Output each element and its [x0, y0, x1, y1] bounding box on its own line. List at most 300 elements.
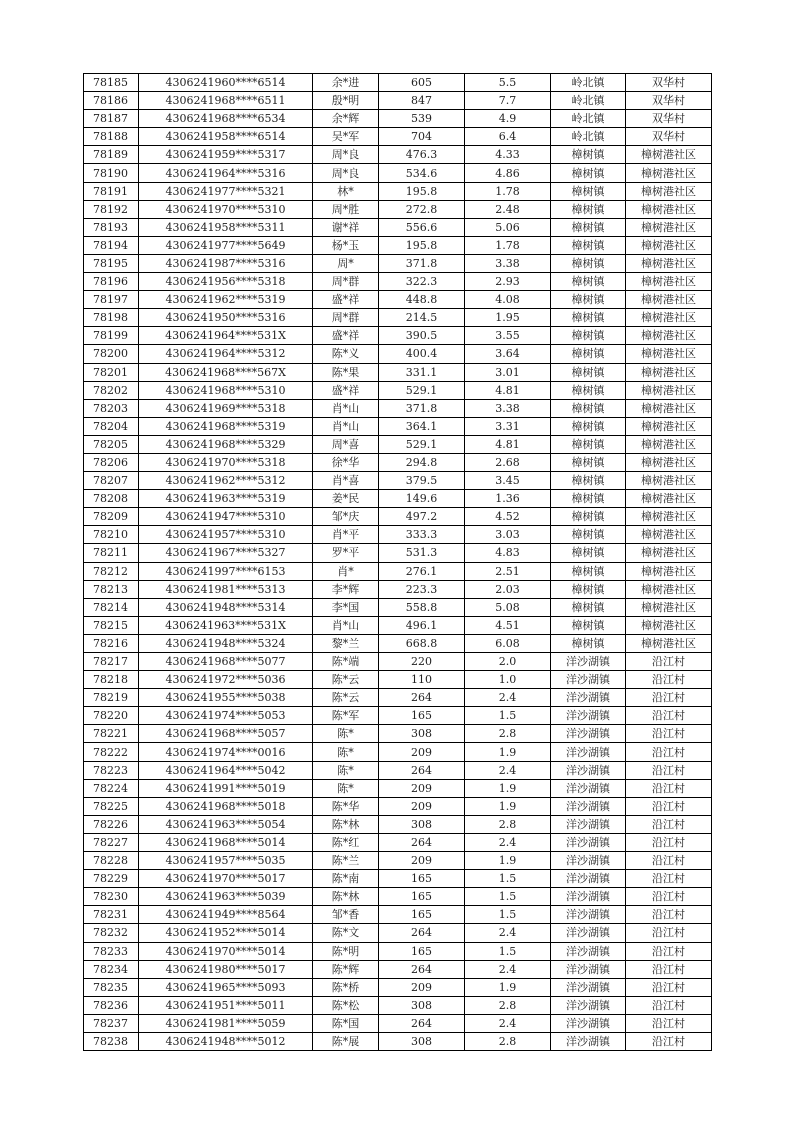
village-cell: 樟树港社区 — [626, 580, 712, 598]
table-row — [84, 526, 712, 544]
village-cell: 樟树港社区 — [626, 164, 712, 182]
amount-cell: 529.1 — [379, 381, 465, 399]
village-cell: 樟树港社区 — [626, 634, 712, 652]
town-cell: 樟树镇 — [551, 182, 626, 200]
quantity-cell: 2.03 — [465, 580, 551, 598]
town-cell: 樟树镇 — [551, 291, 626, 309]
id-number-cell: 4306241970****5014 — [139, 942, 313, 960]
amount-cell: 223.3 — [379, 580, 465, 598]
quantity-cell: 4.81 — [465, 435, 551, 453]
row-number-cell: 78237 — [84, 1014, 139, 1032]
id-number-cell: 4306241981****5059 — [139, 1014, 313, 1032]
table-row — [84, 146, 712, 164]
village-cell: 樟树港社区 — [626, 309, 712, 327]
village-cell: 沿江村 — [626, 996, 712, 1014]
amount-cell: 322.3 — [379, 273, 465, 291]
quantity-cell: 3.31 — [465, 417, 551, 435]
id-number-cell: 4306241967****5327 — [139, 544, 313, 562]
table-row — [84, 236, 712, 254]
table-row — [84, 725, 712, 743]
table-row — [84, 345, 712, 363]
village-cell: 沿江村 — [626, 870, 712, 888]
row-number-cell: 78204 — [84, 417, 139, 435]
table-row — [84, 164, 712, 182]
row-number-cell: 78223 — [84, 761, 139, 779]
row-number-cell: 78214 — [84, 598, 139, 616]
town-cell: 樟树镇 — [551, 616, 626, 634]
row-number-cell: 78188 — [84, 128, 139, 146]
id-number-cell: 4306241969****5318 — [139, 399, 313, 417]
person-name-cell: 陈*华 — [313, 797, 379, 815]
id-number-cell: 4306241968****6534 — [139, 110, 313, 128]
id-number-cell: 4306241958****6514 — [139, 128, 313, 146]
person-name-cell: 陈*义 — [313, 345, 379, 363]
amount-cell: 534.6 — [379, 164, 465, 182]
village-cell: 樟树港社区 — [626, 490, 712, 508]
person-name-cell: 陈* — [313, 779, 379, 797]
person-name-cell: 肖*山 — [313, 417, 379, 435]
row-number-cell: 78224 — [84, 779, 139, 797]
town-cell: 樟树镇 — [551, 254, 626, 272]
id-number-cell: 4306241948****5012 — [139, 1032, 313, 1050]
person-name-cell: 盛*祥 — [313, 381, 379, 399]
table-row — [84, 761, 712, 779]
village-cell: 双华村 — [626, 74, 712, 92]
town-cell: 樟树镇 — [551, 236, 626, 254]
id-number-cell: 4306241968****6511 — [139, 92, 313, 110]
quantity-cell: 1.9 — [465, 978, 551, 996]
id-number-cell: 4306241977****5321 — [139, 182, 313, 200]
amount-cell: 364.1 — [379, 417, 465, 435]
id-number-cell: 4306241964****5042 — [139, 761, 313, 779]
id-number-cell: 4306241974****0016 — [139, 743, 313, 761]
table-row — [84, 363, 712, 381]
town-cell: 樟树镇 — [551, 363, 626, 381]
table-row — [84, 562, 712, 580]
amount-cell: 556.6 — [379, 218, 465, 236]
quantity-cell: 2.8 — [465, 725, 551, 743]
village-cell: 沿江村 — [626, 797, 712, 815]
town-cell: 樟树镇 — [551, 399, 626, 417]
row-number-cell: 78194 — [84, 236, 139, 254]
person-name-cell: 陈*军 — [313, 707, 379, 725]
town-cell: 樟树镇 — [551, 146, 626, 164]
town-cell: 岭北镇 — [551, 128, 626, 146]
id-number-cell: 4306241950****5316 — [139, 309, 313, 327]
row-number-cell: 78195 — [84, 254, 139, 272]
village-cell: 樟树港社区 — [626, 472, 712, 490]
village-cell: 沿江村 — [626, 942, 712, 960]
table-row — [84, 689, 712, 707]
person-name-cell: 肖*山 — [313, 616, 379, 634]
person-name-cell: 陈*云 — [313, 689, 379, 707]
amount-cell: 209 — [379, 852, 465, 870]
amount-cell: 331.1 — [379, 363, 465, 381]
table-row — [84, 273, 712, 291]
quantity-cell: 1.5 — [465, 870, 551, 888]
village-cell: 樟树港社区 — [626, 508, 712, 526]
row-number-cell: 78208 — [84, 490, 139, 508]
row-number-cell: 78212 — [84, 562, 139, 580]
table-row — [84, 634, 712, 652]
id-number-cell: 4306241955****5038 — [139, 689, 313, 707]
person-name-cell: 陈*松 — [313, 996, 379, 1014]
town-cell: 樟树镇 — [551, 526, 626, 544]
town-cell: 樟树镇 — [551, 508, 626, 526]
table-row — [84, 616, 712, 634]
amount-cell: 165 — [379, 942, 465, 960]
row-number-cell: 78200 — [84, 345, 139, 363]
quantity-cell: 3.03 — [465, 526, 551, 544]
table-row — [84, 92, 712, 110]
row-number-cell: 78192 — [84, 200, 139, 218]
person-name-cell: 周*良 — [313, 164, 379, 182]
person-name-cell: 陈* — [313, 761, 379, 779]
row-number-cell: 78189 — [84, 146, 139, 164]
id-number-cell: 4306241997****6153 — [139, 562, 313, 580]
row-number-cell: 78221 — [84, 725, 139, 743]
row-number-cell: 78220 — [84, 707, 139, 725]
id-number-cell: 4306241960****6514 — [139, 74, 313, 92]
table-row — [84, 435, 712, 453]
table-row — [84, 399, 712, 417]
village-cell: 沿江村 — [626, 653, 712, 671]
quantity-cell: 1.78 — [465, 236, 551, 254]
quantity-cell: 1.5 — [465, 942, 551, 960]
row-number-cell: 78228 — [84, 852, 139, 870]
amount-cell: 195.8 — [379, 182, 465, 200]
id-number-cell: 4306241958****5311 — [139, 218, 313, 236]
amount-cell: 539 — [379, 110, 465, 128]
id-number-cell: 4306241962****5312 — [139, 472, 313, 490]
town-cell: 樟树镇 — [551, 327, 626, 345]
id-number-cell: 4306241980****5017 — [139, 960, 313, 978]
person-name-cell: 陈*林 — [313, 815, 379, 833]
amount-cell: 264 — [379, 833, 465, 851]
row-number-cell: 78234 — [84, 960, 139, 978]
table-row — [84, 978, 712, 996]
amount-cell: 264 — [379, 761, 465, 779]
row-number-cell: 78201 — [84, 363, 139, 381]
person-name-cell: 盛*祥 — [313, 291, 379, 309]
person-name-cell: 周*群 — [313, 273, 379, 291]
row-number-cell: 78193 — [84, 218, 139, 236]
quantity-cell: 1.78 — [465, 182, 551, 200]
village-cell: 樟树港社区 — [626, 417, 712, 435]
village-cell: 樟树港社区 — [626, 327, 712, 345]
quantity-cell: 4.08 — [465, 291, 551, 309]
quantity-cell: 4.83 — [465, 544, 551, 562]
quantity-cell: 4.9 — [465, 110, 551, 128]
row-number-cell: 78196 — [84, 273, 139, 291]
quantity-cell: 1.5 — [465, 707, 551, 725]
village-cell: 沿江村 — [626, 815, 712, 833]
village-cell: 双华村 — [626, 110, 712, 128]
table-row — [84, 74, 712, 92]
amount-cell: 209 — [379, 779, 465, 797]
person-name-cell: 黎*兰 — [313, 634, 379, 652]
id-number-cell: 4306241952****5014 — [139, 924, 313, 942]
quantity-cell: 1.9 — [465, 779, 551, 797]
id-number-cell: 4306241963****5039 — [139, 888, 313, 906]
amount-cell: 448.8 — [379, 291, 465, 309]
village-cell: 沿江村 — [626, 1032, 712, 1050]
table-row — [84, 544, 712, 562]
amount-cell: 390.5 — [379, 327, 465, 345]
village-cell: 沿江村 — [626, 761, 712, 779]
quantity-cell: 4.52 — [465, 508, 551, 526]
village-cell: 沿江村 — [626, 833, 712, 851]
table-row — [84, 870, 712, 888]
village-cell: 沿江村 — [626, 906, 712, 924]
quantity-cell: 1.0 — [465, 671, 551, 689]
town-cell: 洋沙湖镇 — [551, 779, 626, 797]
table-row — [84, 453, 712, 471]
town-cell: 洋沙湖镇 — [551, 815, 626, 833]
table-row — [84, 218, 712, 236]
person-name-cell: 陈*南 — [313, 870, 379, 888]
village-cell: 樟树港社区 — [626, 562, 712, 580]
row-number-cell: 78209 — [84, 508, 139, 526]
person-name-cell: 徐*华 — [313, 453, 379, 471]
person-name-cell: 陈*国 — [313, 1014, 379, 1032]
amount-cell: 165 — [379, 870, 465, 888]
village-cell: 沿江村 — [626, 689, 712, 707]
town-cell: 洋沙湖镇 — [551, 743, 626, 761]
person-name-cell: 陈*红 — [313, 833, 379, 851]
village-cell: 樟树港社区 — [626, 616, 712, 634]
quantity-cell: 2.48 — [465, 200, 551, 218]
id-number-cell: 4306241951****5011 — [139, 996, 313, 1014]
quantity-cell: 2.4 — [465, 689, 551, 707]
quantity-cell: 6.4 — [465, 128, 551, 146]
row-number-cell: 78205 — [84, 435, 139, 453]
amount-cell: 264 — [379, 960, 465, 978]
quantity-cell: 4.81 — [465, 381, 551, 399]
table-row — [84, 327, 712, 345]
quantity-cell: 2.0 — [465, 653, 551, 671]
table-row — [84, 906, 712, 924]
row-number-cell: 78185 — [84, 74, 139, 92]
quantity-cell: 4.86 — [465, 164, 551, 182]
amount-cell: 214.5 — [379, 309, 465, 327]
table-row — [84, 833, 712, 851]
person-name-cell: 周* — [313, 254, 379, 272]
table-row — [84, 852, 712, 870]
town-cell: 洋沙湖镇 — [551, 1032, 626, 1050]
village-cell: 沿江村 — [626, 924, 712, 942]
row-number-cell: 78215 — [84, 616, 139, 634]
id-number-cell: 4306241962****5319 — [139, 291, 313, 309]
person-name-cell: 林* — [313, 182, 379, 200]
amount-cell: 276.1 — [379, 562, 465, 580]
id-number-cell: 4306241965****5093 — [139, 978, 313, 996]
amount-cell: 264 — [379, 1014, 465, 1032]
town-cell: 洋沙湖镇 — [551, 942, 626, 960]
id-number-cell: 4306241970****5318 — [139, 453, 313, 471]
row-number-cell: 78231 — [84, 906, 139, 924]
amount-cell: 531.3 — [379, 544, 465, 562]
row-number-cell: 78217 — [84, 653, 139, 671]
row-number-cell: 78197 — [84, 291, 139, 309]
id-number-cell: 4306241968****5018 — [139, 797, 313, 815]
quantity-cell: 5.08 — [465, 598, 551, 616]
row-number-cell: 78218 — [84, 671, 139, 689]
table-row — [84, 743, 712, 761]
village-cell: 樟树港社区 — [626, 544, 712, 562]
town-cell: 洋沙湖镇 — [551, 1014, 626, 1032]
town-cell: 洋沙湖镇 — [551, 996, 626, 1014]
quantity-cell: 1.9 — [465, 743, 551, 761]
village-cell: 沿江村 — [626, 725, 712, 743]
quantity-cell: 6.08 — [465, 634, 551, 652]
town-cell: 岭北镇 — [551, 110, 626, 128]
person-name-cell: 肖* — [313, 562, 379, 580]
amount-cell: 558.8 — [379, 598, 465, 616]
row-number-cell: 78198 — [84, 309, 139, 327]
quantity-cell: 5.5 — [465, 74, 551, 92]
table-row — [84, 797, 712, 815]
id-number-cell: 4306241987****5316 — [139, 254, 313, 272]
village-cell: 樟树港社区 — [626, 526, 712, 544]
town-cell: 樟树镇 — [551, 218, 626, 236]
table-row — [84, 417, 712, 435]
table-row — [84, 888, 712, 906]
quantity-cell: 1.9 — [465, 852, 551, 870]
id-number-cell: 4306241957****5035 — [139, 852, 313, 870]
row-number-cell: 78190 — [84, 164, 139, 182]
amount-cell: 308 — [379, 725, 465, 743]
id-number-cell: 4306241964****531X — [139, 327, 313, 345]
person-name-cell: 周*胜 — [313, 200, 379, 218]
amount-cell: 371.8 — [379, 399, 465, 417]
amount-cell: 704 — [379, 128, 465, 146]
table-row — [84, 472, 712, 490]
person-name-cell: 陈*兰 — [313, 852, 379, 870]
quantity-cell: 2.4 — [465, 924, 551, 942]
town-cell: 樟树镇 — [551, 345, 626, 363]
records-table-body — [84, 74, 712, 1051]
village-cell: 樟树港社区 — [626, 435, 712, 453]
row-number-cell: 78211 — [84, 544, 139, 562]
id-number-cell: 4306241968****5014 — [139, 833, 313, 851]
row-number-cell: 78206 — [84, 453, 139, 471]
quantity-cell: 7.7 — [465, 92, 551, 110]
id-number-cell: 4306241972****5036 — [139, 671, 313, 689]
table-row — [84, 598, 712, 616]
quantity-cell: 3.45 — [465, 472, 551, 490]
table-row — [84, 924, 712, 942]
id-number-cell: 4306241970****5017 — [139, 870, 313, 888]
person-name-cell: 吴*军 — [313, 128, 379, 146]
table-row — [84, 381, 712, 399]
person-name-cell: 陈*展 — [313, 1032, 379, 1050]
quantity-cell: 3.38 — [465, 399, 551, 417]
table-row — [84, 291, 712, 309]
person-name-cell: 陈*端 — [313, 653, 379, 671]
id-number-cell: 4306241947****5310 — [139, 508, 313, 526]
village-cell: 沿江村 — [626, 1014, 712, 1032]
person-name-cell: 李*国 — [313, 598, 379, 616]
id-number-cell: 4306241968****5319 — [139, 417, 313, 435]
person-name-cell: 陈* — [313, 743, 379, 761]
id-number-cell: 4306241977****5649 — [139, 236, 313, 254]
row-number-cell: 78230 — [84, 888, 139, 906]
person-name-cell: 肖*山 — [313, 399, 379, 417]
village-cell: 沿江村 — [626, 978, 712, 996]
amount-cell: 209 — [379, 978, 465, 996]
town-cell: 岭北镇 — [551, 74, 626, 92]
id-number-cell: 4306241970****5310 — [139, 200, 313, 218]
town-cell: 樟树镇 — [551, 200, 626, 218]
row-number-cell: 78186 — [84, 92, 139, 110]
row-number-cell: 78191 — [84, 182, 139, 200]
row-number-cell: 78232 — [84, 924, 139, 942]
quantity-cell: 1.36 — [465, 490, 551, 508]
amount-cell: 264 — [379, 689, 465, 707]
id-number-cell: 4306241968****5057 — [139, 725, 313, 743]
town-cell: 樟树镇 — [551, 598, 626, 616]
amount-cell: 308 — [379, 996, 465, 1014]
amount-cell: 605 — [379, 74, 465, 92]
person-name-cell: 周*良 — [313, 146, 379, 164]
town-cell: 樟树镇 — [551, 490, 626, 508]
quantity-cell: 2.93 — [465, 273, 551, 291]
person-name-cell: 盛*祥 — [313, 327, 379, 345]
person-name-cell: 陈*桥 — [313, 978, 379, 996]
table-row — [84, 128, 712, 146]
town-cell: 洋沙湖镇 — [551, 870, 626, 888]
person-name-cell: 肖*喜 — [313, 472, 379, 490]
village-cell: 沿江村 — [626, 888, 712, 906]
town-cell: 洋沙湖镇 — [551, 852, 626, 870]
person-name-cell: 余*进 — [313, 74, 379, 92]
quantity-cell: 2.4 — [465, 833, 551, 851]
row-number-cell: 78210 — [84, 526, 139, 544]
person-name-cell: 邹*香 — [313, 906, 379, 924]
person-name-cell: 殷*明 — [313, 92, 379, 110]
row-number-cell: 78207 — [84, 472, 139, 490]
quantity-cell: 2.8 — [465, 1032, 551, 1050]
amount-cell: 668.8 — [379, 634, 465, 652]
town-cell: 洋沙湖镇 — [551, 653, 626, 671]
row-number-cell: 78187 — [84, 110, 139, 128]
table-row — [84, 490, 712, 508]
row-number-cell: 78225 — [84, 797, 139, 815]
town-cell: 樟树镇 — [551, 309, 626, 327]
amount-cell: 165 — [379, 906, 465, 924]
table-row — [84, 815, 712, 833]
town-cell: 洋沙湖镇 — [551, 761, 626, 779]
village-cell: 樟树港社区 — [626, 218, 712, 236]
person-name-cell: 余*辉 — [313, 110, 379, 128]
town-cell: 樟树镇 — [551, 273, 626, 291]
id-number-cell: 4306241948****5314 — [139, 598, 313, 616]
quantity-cell: 1.95 — [465, 309, 551, 327]
quantity-cell: 1.5 — [465, 888, 551, 906]
quantity-cell: 2.4 — [465, 960, 551, 978]
table-row — [84, 996, 712, 1014]
quantity-cell: 1.5 — [465, 906, 551, 924]
amount-cell: 195.8 — [379, 236, 465, 254]
row-number-cell: 78226 — [84, 815, 139, 833]
amount-cell: 294.8 — [379, 453, 465, 471]
village-cell: 樟树港社区 — [626, 236, 712, 254]
amount-cell: 165 — [379, 707, 465, 725]
id-number-cell: 4306241991****5019 — [139, 779, 313, 797]
id-number-cell: 4306241949****8564 — [139, 906, 313, 924]
id-number-cell: 4306241974****5053 — [139, 707, 313, 725]
